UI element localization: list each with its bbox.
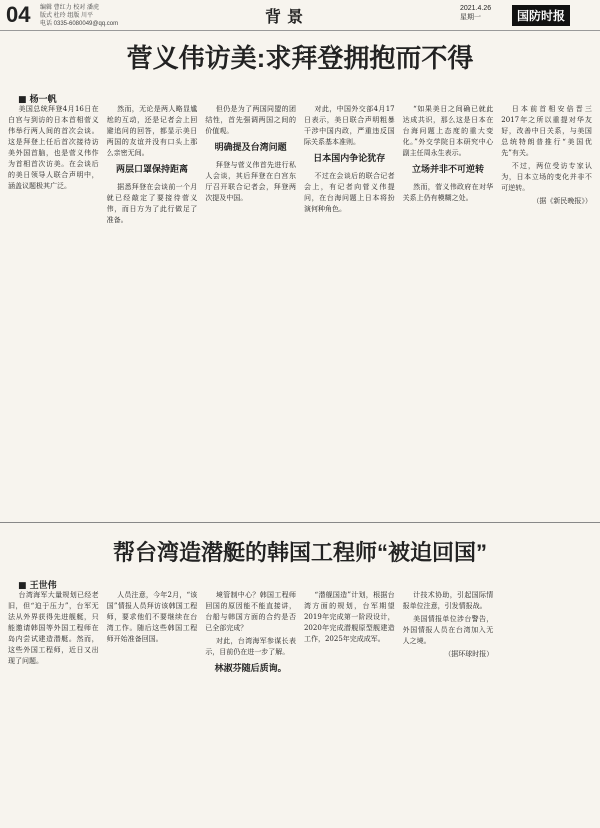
article1-column	[8, 104, 99, 516]
article1-title: 菅义伟访美:求拜登拥抱而不得	[126, 43, 474, 73]
section-title: 背景	[265, 7, 310, 26]
paragraph: 拜登与菅义伟首先进行私人会谈，其后拜登在白宫东厅召开联合记者会，拜登两次提及中国。	[205, 161, 296, 202]
article2-column	[8, 590, 99, 822]
subheading: 明确提及台湾问题	[214, 143, 287, 153]
article2-column	[403, 590, 494, 822]
paragraph: 日本前首相安倍晋三2017年之所以重提对华友好，改善中日关系，与美国总统特朗普推行“美国优先”有关。	[501, 105, 592, 157]
source-credit: （据《新民晚报》）	[532, 197, 592, 205]
article1-column	[205, 104, 296, 516]
article1-column	[304, 104, 395, 516]
article2-column	[205, 590, 296, 822]
paragraph: 不过在会谈后的联合记者会上，有记者向菅义伟提问，在台海问题上日本将扮演何种角色。	[303, 172, 395, 213]
date-info	[460, 4, 491, 22]
newspaper-logo: 国防时报	[512, 5, 570, 26]
article2-column	[304, 590, 395, 822]
paragraph: “如果美日之间确已就此达成共识，那么这是日本在台海问题上态度的重大变化。”外交学院日本研究中心副主任周永生表示。	[402, 105, 494, 157]
paragraph: 美国情报单位涉台警告，外国情报人员在台湾加入无人之境。	[402, 615, 494, 645]
paragraph: 对此，中国外交部4月17日表示，美日联合声明粗暴干涉中国内政，严重违反国际关系基本准则。	[303, 105, 395, 146]
article1-byline: ■ 杨一帆	[18, 95, 57, 105]
editors-info: 编辑 曹红力 校对 潘虎 版式 杜玲 组版 川平 电话 0335-6080049@qq.com	[40, 5, 119, 27]
article1-column	[501, 104, 592, 516]
paragraph: 然而，菅义伟政府在对华关系上仍有模糊之处。	[402, 183, 494, 202]
paragraph: 对此，台湾海军参谋长表示，目前仍在进一步了解。	[205, 637, 296, 656]
paragraph: 台湾海军大量规划已经老旧，但“迫于压力”，台军无法从外界获得先进舰艇，只能邀请韩国等外国工程师在岛内尝试建造潜艇。然而，这些外国工程师，近日又出现了问题。	[8, 591, 99, 665]
paragraph: 计技术协助，引起国际情报单位注意，引发情报战。	[402, 591, 494, 610]
weekday: 星期一	[460, 14, 481, 21]
paragraph: 境管制中心？韩国工程师回国的原因能不能直接讲，台船与韩国方面的合约是否已全部完成？	[205, 591, 296, 632]
subheading: 两层口罩保持距离	[115, 165, 188, 175]
paragraph: 美国总统拜登4月16日在白宫与到访的日本首相菅义伟举行两人间的首次会谈。这是拜登上任后首次接待访美外国首脑，也是菅义伟作为首相首次访美。在会谈后的美日领导人联合声明中，涵盖议题极其广泛。	[8, 105, 99, 190]
paragraph: 然而，无论是两人略显尴尬的互动，还是记者会上回避追问的回答，都显示美日两国的友谊并没有口头上那么亲密无间。	[106, 105, 198, 157]
paragraph: 但仍是为了两国同盟的团结性，首先强调两国之间的价值观。	[205, 105, 296, 135]
subheading: 林淑芬随后质询。	[214, 664, 287, 674]
article1-column	[403, 104, 494, 516]
source-credit: （据环球时报）	[444, 650, 494, 658]
paragraph: 据悉拜登在会谈前一个月就已经敲定了要接待菅义伟，而日方为了此行做足了准备。	[106, 183, 198, 224]
page-header	[0, 0, 600, 31]
article2-body	[8, 590, 592, 822]
paragraph: “潜舰国造”计划，根据台湾方面的规划，台军期望2019年完成第一阶段设计，2020年完成潜舰原型舰建造工作，2025年完成成军。	[303, 591, 395, 643]
article1-column	[107, 104, 198, 516]
page-number: 04	[6, 2, 31, 27]
article2-title: 帮台湾造潜艇的韩国工程师“被迫回国”	[112, 540, 487, 565]
paragraph: 不过，两位受访专家认为，日本立场的变化并非不可逆转。	[501, 162, 592, 192]
article2-column	[107, 590, 198, 822]
article2-byline: ■ 王世伟	[18, 581, 57, 591]
paragraph: 人员注意，今年2月，“该国”情报人员拜访该韩国工程师，要求他们不要继续在台湾工作。随后这些韩国工程师开始准备回国。	[106, 591, 198, 643]
date: 2021.4.26	[460, 5, 492, 12]
divider	[0, 522, 600, 523]
subheading: 立场并非不可逆转	[411, 165, 484, 175]
article1-body	[8, 104, 592, 516]
subheading: 日本国内争论犹存	[313, 154, 386, 164]
